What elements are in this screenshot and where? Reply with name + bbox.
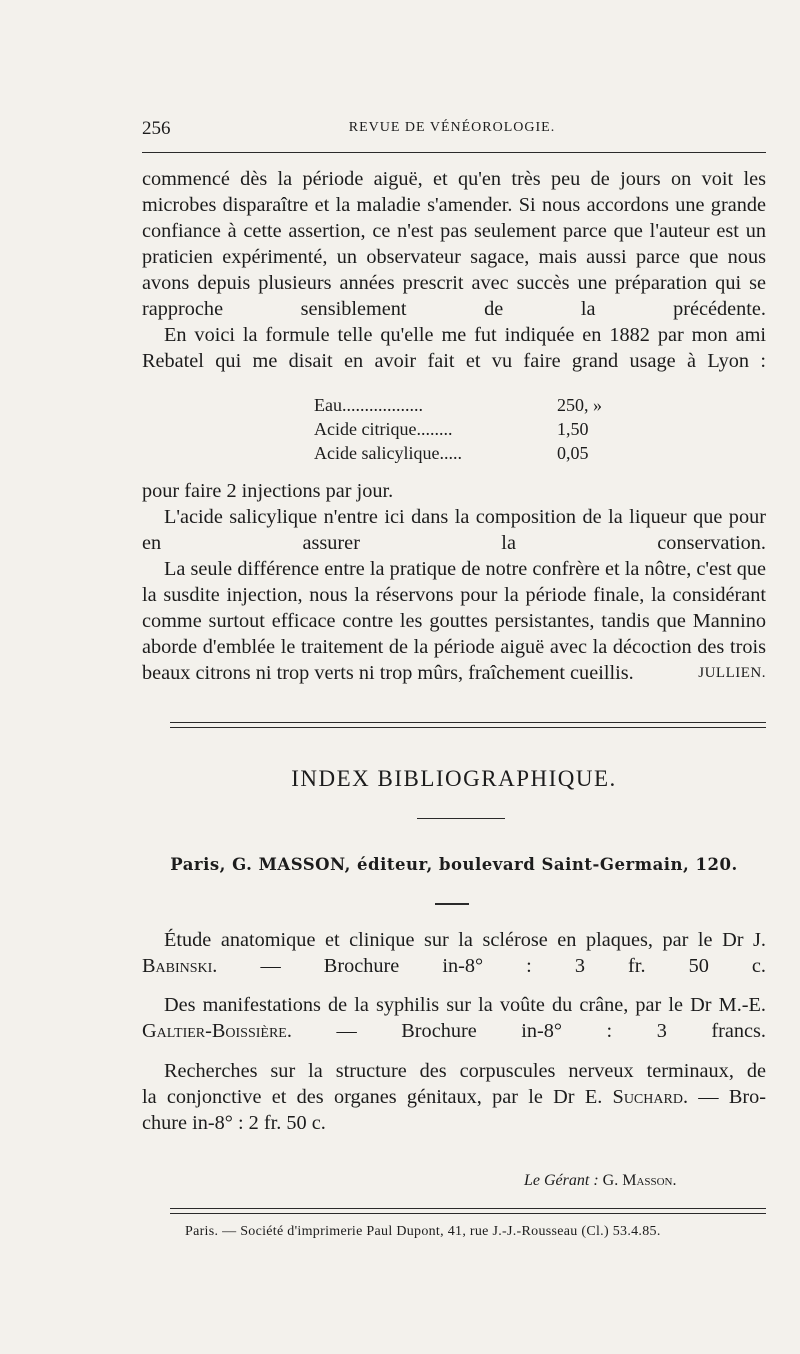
entry-1-details: — Brochure in-8° : 3 fr. 50 c. [260, 955, 766, 977]
entry-1-honorific: Dr [722, 929, 744, 951]
formula-quantity: 1,50 [557, 419, 589, 439]
journal-title: REVUE DE VÉNÉOROLOGIE. [348, 120, 556, 135]
author-signature: JULLIEN. [698, 665, 766, 681]
footer-rule-top [170, 1208, 766, 1209]
formula-ingredient: Eau.................. [314, 395, 423, 415]
formula-quantity: 0,05 [557, 443, 589, 463]
entry-1-title: Étude anatomique et clinique sur la sclérose en plaques, par le [164, 929, 713, 951]
entry-3-line-1: Recherches sur la structure des corpuscules nerveux terminaux, de [164, 1060, 766, 1082]
gerant-line [524, 1172, 677, 1190]
formula-row [314, 393, 634, 417]
formula-quantity: 250, » [557, 395, 602, 415]
entry-3-line-2 [142, 1084, 766, 1110]
index-heading: INDEX BIBLIOGRAPHIQUE. [291, 766, 617, 791]
formula-ingredient: Acide salicylique..... [314, 443, 462, 463]
section-double-rule-top [170, 722, 766, 723]
entry-2-honorific: Dr [690, 994, 712, 1016]
paragraph-2: En voici la formule telle qu'elle me fut indiquée en 1882 par mon ami Rebatel qui me disait en avoir fait et vu faire grand usage à Lyon : [142, 324, 766, 372]
formula-row [314, 441, 634, 465]
entry-2-author: M.-E. Galtier-Boissière. [142, 994, 766, 1042]
bibliography-entry-1 [142, 927, 766, 979]
entry-3-title-cont: la conjonctive et des organes génitaux, par le [142, 1086, 543, 1108]
paragraph-5 [142, 556, 766, 686]
entry-3-author: E. Suchard. [584, 1086, 689, 1108]
paragraph-3: pour faire 2 injections par jour. [142, 480, 394, 502]
formula-ingredient: Acide citrique........ [314, 419, 453, 439]
publisher-line: Paris, G. MASSON, éditeur, boulevard Saint-Germain, 120. [170, 855, 738, 874]
publisher-rule [435, 903, 469, 905]
footer-rule-bottom [170, 1213, 766, 1214]
bibliography-entry-3 [142, 1058, 766, 1136]
entry-2-details: — Brochure in-8° : 3 francs. [336, 1020, 766, 1042]
header-rule [142, 152, 766, 153]
paragraph-1: commencé dès la période aiguë, et qu'en très peu de jours on voit les microbes disparaître et la maladie s'amender. Si nous accordons une grande confiance à cette assertion, ce n'est pas seulement parce que l'auteur est un praticien expérimenté, un observateur sagace, mais aussi parce que nous avons depuis plusieurs années prescrit avec succès une préparation qui se rapproche sensiblement de la précédente. [142, 168, 766, 320]
paragraph-5-text: La seule différence entre la pratique de notre confrère et la nôtre, c'est que la susdite injection, nous la réservons pour la période finale, la considérant comme surtout efficace contre les gouttes persistantes, tandis que Mannino aborde d'emblée le traitement de la période aiguë avec la décoction des trois beaux citrons ni trop verts ni trop mûrs, fraîchement cueillis. [142, 558, 766, 684]
gerant-name: G. Masson. [602, 1172, 677, 1189]
running-header [142, 118, 762, 138]
printer-imprint: Paris. — Société d'imprimerie Paul Dupont, 41, rue J.-J.-Rousseau (Cl.) 53.4.85. [185, 1224, 661, 1239]
formula-table [314, 393, 634, 465]
entry-3-honorific: Dr [553, 1086, 575, 1108]
entry-3-details-a: — Bro- [698, 1086, 766, 1108]
entry-3-line-3: chure in-8° : 2 fr. 50 c. [142, 1112, 326, 1134]
index-heading-rule [417, 818, 505, 819]
section-double-rule-bottom [170, 727, 766, 728]
page-number: 256 [142, 118, 171, 139]
bibliography-entry-2 [142, 992, 766, 1044]
formula-row [314, 417, 634, 441]
gerant-label: Le Gérant : [524, 1172, 599, 1189]
paragraph-4: L'acide salicylique n'entre ici dans la composition de la liqueur que pour en assurer la conservation. [142, 506, 766, 554]
entry-1-author: J. Babinski. [142, 929, 766, 977]
entry-2-title: Des manifestations de la syphilis sur la voûte du crâne, par le [164, 994, 684, 1016]
